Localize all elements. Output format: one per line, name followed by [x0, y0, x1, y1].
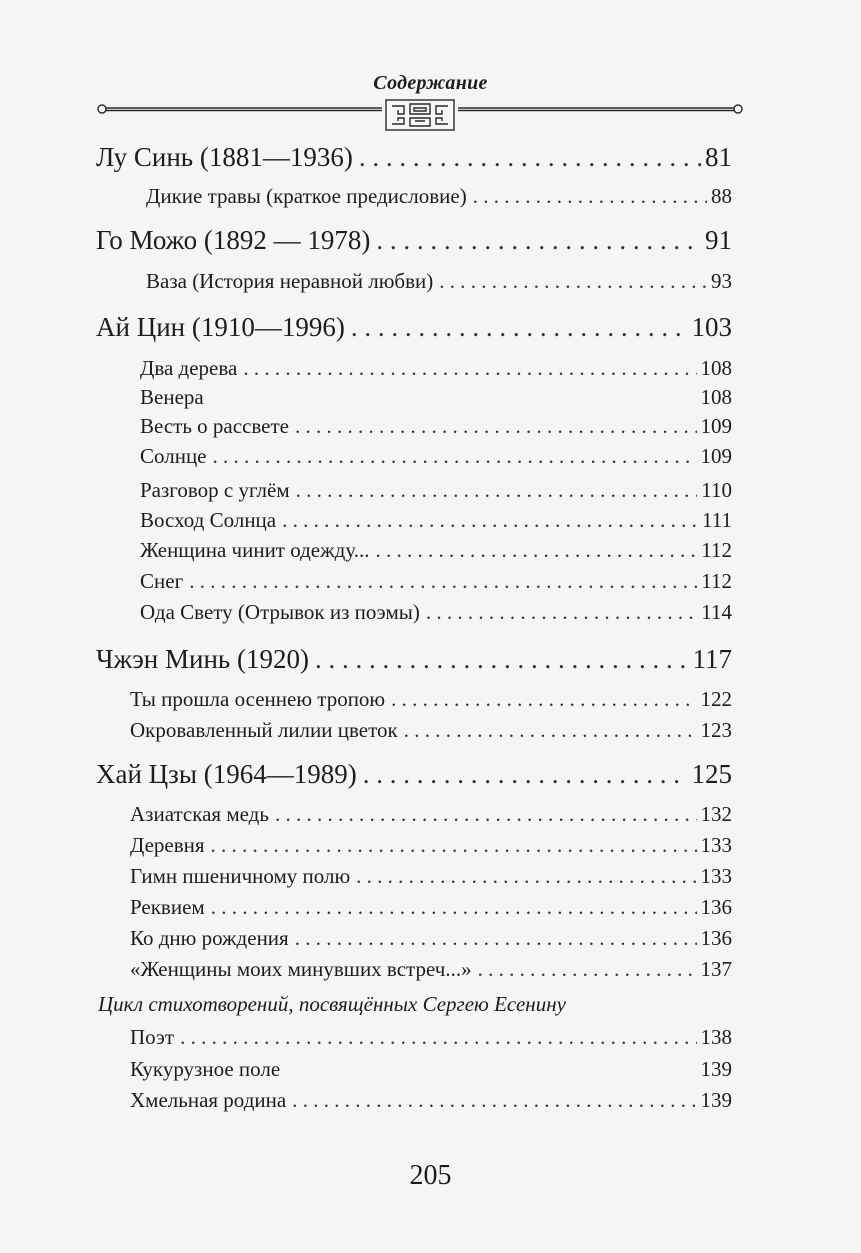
toc-entry-page: 139	[700, 1057, 732, 1081]
toc-entry-page: 112	[701, 538, 732, 562]
toc-work-entry[interactable]	[140, 478, 732, 503]
toc-work-entry[interactable]	[146, 184, 732, 209]
toc-entry-page: 111	[702, 508, 732, 532]
toc-entry-page: 137	[700, 957, 732, 981]
toc-entry-page: 136	[700, 895, 732, 919]
toc-work-entry[interactable]	[146, 269, 732, 294]
toc-work-entry[interactable]	[140, 385, 732, 410]
toc-entry-title: Гимн пшеничному полю	[130, 864, 351, 888]
toc-entry-page: 110	[701, 478, 732, 502]
toc-entry-title: Го Можо (1892 — 1978)	[96, 225, 371, 255]
toc-entry-title: Реквием	[130, 895, 205, 919]
dot-leader	[356, 864, 696, 889]
toc-work-entry[interactable]	[130, 864, 732, 889]
toc-work-entry[interactable]	[140, 538, 732, 563]
toc-entry-page: 132	[700, 802, 732, 826]
dot-leader	[296, 478, 698, 503]
toc-entry-page: 108	[700, 356, 732, 380]
toc-work-entry[interactable]	[130, 1057, 732, 1082]
toc-author-entry[interactable]	[96, 142, 732, 173]
dot-leader	[478, 957, 697, 982]
toc-entry-page: 109	[700, 444, 732, 468]
toc-entry-title: Окровавленный лилии цветок	[130, 718, 398, 742]
toc-work-entry[interactable]	[130, 1088, 732, 1113]
toc-entry-page: 93	[711, 269, 732, 293]
toc-work-entry[interactable]	[130, 926, 732, 951]
toc-entry-page: 88	[711, 184, 732, 208]
toc-author-entry[interactable]	[96, 225, 732, 256]
toc-work-entry[interactable]	[130, 957, 732, 982]
toc-work-entry[interactable]	[140, 356, 732, 381]
toc-work-entry[interactable]	[130, 687, 732, 712]
toc-entry-page: 81	[705, 142, 732, 172]
toc-entry-page: 122	[700, 687, 732, 711]
dot-leader	[351, 312, 688, 343]
toc-entry-title: Женщина чинит одежду...	[140, 538, 370, 562]
toc-entry-page: 103	[691, 312, 732, 342]
cycle-heading: Цикл стихотворений, посвящённых Сергею Есенину	[98, 992, 566, 1016]
toc-author-entry[interactable]	[96, 312, 732, 343]
toc-entry-page: 114	[701, 600, 732, 624]
toc-entry-title: «Женщины моих минувших встреч...»	[130, 957, 472, 981]
page-number: 205	[409, 1160, 452, 1191]
dot-leader	[439, 269, 707, 294]
dot-leader	[315, 644, 689, 675]
toc-entry-title: Венера	[140, 385, 204, 409]
toc-entry-title: Кукурузное поле	[130, 1057, 281, 1081]
toc-entry-title: Ваза (История неравной любви)	[146, 269, 434, 293]
toc-entry-page: 136	[700, 926, 732, 950]
toc-entry-title: Поэт	[130, 1025, 175, 1049]
toc-entry-title: Хай Цзы (1964—1989)	[96, 759, 357, 789]
toc-entry-title: Разговор с углём	[140, 478, 290, 502]
toc-author-entry[interactable]	[96, 759, 732, 790]
toc-entry-title: Два дерева	[140, 356, 238, 380]
toc-entry-page: 125	[691, 759, 732, 789]
toc-work-entry[interactable]	[130, 718, 732, 743]
toc-work-entry[interactable]	[130, 833, 732, 858]
dot-leader	[243, 356, 696, 381]
dot-leader	[359, 142, 701, 173]
toc-entry-title: Чжэн Минь (1920)	[96, 644, 309, 674]
toc-entry-page: 123	[700, 718, 732, 742]
toc-entry-page: 139	[700, 1088, 732, 1112]
toc-entry-title: Ты прошла осеннею тропою	[130, 687, 386, 711]
toc-entry-title: Хмельная родина	[130, 1088, 287, 1112]
toc-entry-title: Ай Цин (1910—1996)	[96, 312, 345, 342]
toc-entry-page: 117	[692, 644, 732, 674]
toc-entry-title: Деревня	[130, 833, 205, 857]
toc-entry-page: 109	[700, 414, 732, 438]
dot-leader	[211, 895, 697, 920]
toc-work-entry[interactable]	[130, 895, 732, 920]
toc-entry-page: 91	[705, 225, 732, 255]
toc-work-entry[interactable]	[130, 1025, 732, 1050]
dot-leader	[213, 444, 697, 469]
toc-entry-page: 133	[700, 864, 732, 888]
toc-entry-title: Весть о рассвете	[140, 414, 289, 438]
toc-author-entry[interactable]	[96, 644, 732, 675]
toc-entry-title: Солнце	[140, 444, 207, 468]
dot-leader	[295, 414, 697, 439]
dot-leader	[295, 926, 697, 951]
toc-work-entry[interactable]	[140, 508, 732, 533]
toc-work-entry[interactable]	[130, 802, 732, 827]
dot-leader	[282, 508, 698, 533]
toc-entry-title: Лу Синь (1881—1936)	[96, 142, 353, 172]
toc-entry-page: 108	[700, 385, 732, 409]
dot-leader	[376, 225, 701, 256]
running-header: Содержание	[373, 72, 488, 94]
dot-leader	[375, 538, 697, 563]
dot-leader	[292, 1088, 696, 1113]
toc-work-entry[interactable]	[140, 414, 732, 439]
dot-leader	[404, 718, 697, 743]
toc-work-entry[interactable]	[140, 444, 732, 469]
dot-leader	[189, 569, 697, 594]
toc-entry-title: Восход Солнца	[140, 508, 277, 532]
dot-leader	[180, 1025, 696, 1050]
dot-leader	[473, 184, 707, 209]
toc-entry-title: Ко дню рождения	[130, 926, 289, 950]
toc-work-entry[interactable]	[140, 600, 732, 625]
dot-leader	[275, 802, 697, 827]
toc-work-entry[interactable]	[140, 569, 732, 594]
toc-entry-page: 112	[701, 569, 732, 593]
dot-leader	[211, 833, 697, 858]
toc-entry-title: Снег	[140, 569, 184, 593]
dot-leader	[391, 687, 696, 712]
dot-leader	[363, 759, 688, 790]
dot-leader	[426, 600, 697, 625]
toc-entry-page: 138	[700, 1025, 732, 1049]
toc-entry-page: 133	[700, 833, 732, 857]
toc-entry-title: Ода Свету (Отрывок из поэмы)	[140, 600, 420, 624]
toc-entry-title: Дикие травы (краткое предисловие)	[146, 184, 467, 208]
toc-entry-title: Азиатская медь	[130, 802, 269, 826]
